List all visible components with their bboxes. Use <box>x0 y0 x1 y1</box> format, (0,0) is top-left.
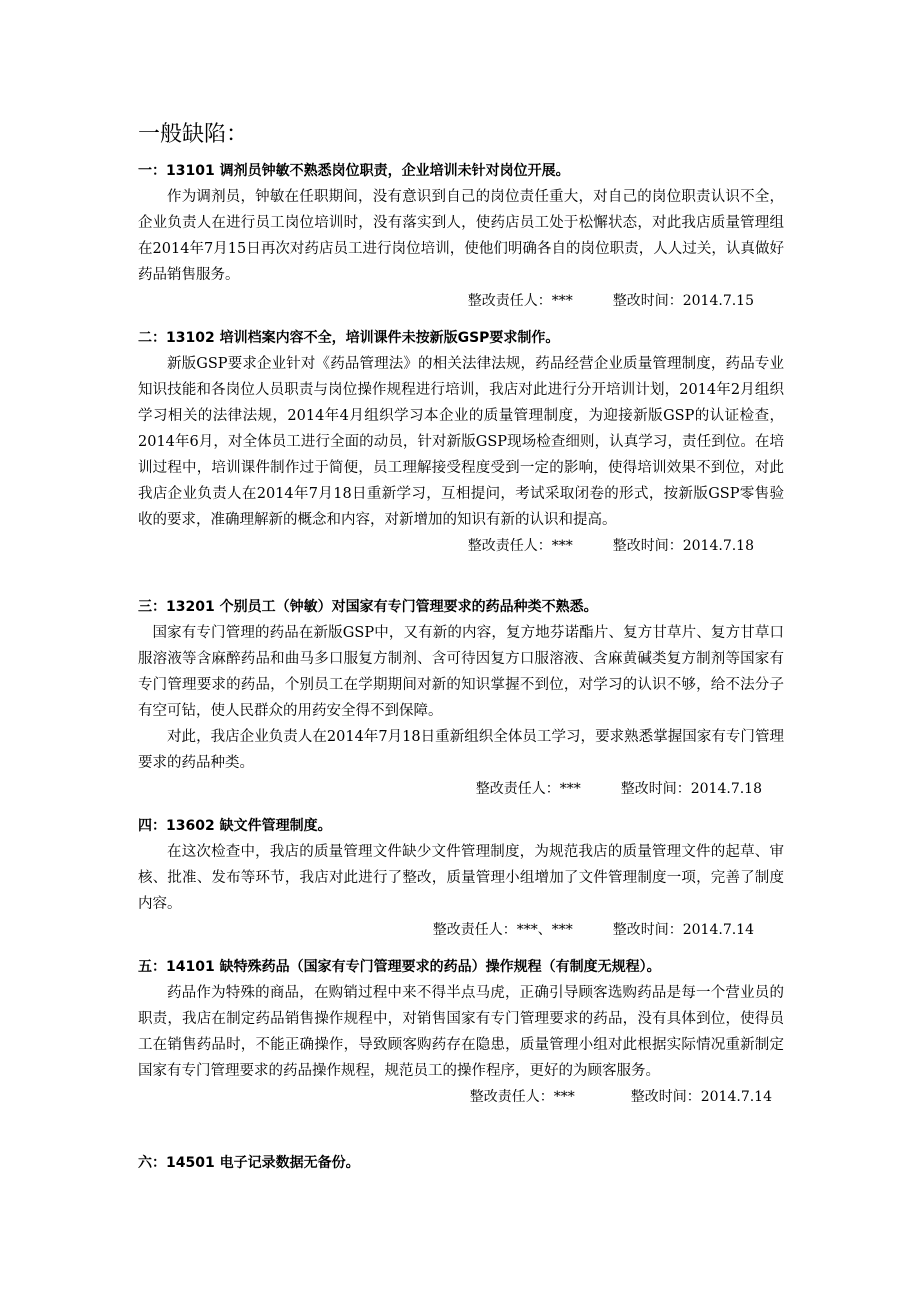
responsible-person: 整改责任人：***、*** <box>432 922 573 938</box>
rectification-date: 整改时间：2014.7.14 <box>630 1089 772 1105</box>
section-heading: 四：13602 缺文件管理制度。 <box>138 818 332 834</box>
section-heading: 二：13102 培训档案内容不全，培训课件未按新版GSP要求制作。 <box>138 330 560 346</box>
section-heading: 六：14501 电子记录数据无备份。 <box>138 1155 360 1171</box>
responsible-person: 整改责任人：*** <box>475 781 581 797</box>
section-paragraph: 对此，我店企业负责人在2014年7月18日重新组织全体员工学习，要求熟悉掌握国家有专门管理要求的药品种类。 <box>138 729 784 771</box>
defect-section-1 <box>138 158 784 314</box>
rectification-line <box>138 533 784 559</box>
rectification-date: 整改时间：2014.7.15 <box>612 293 754 309</box>
section-paragraph: 作为调剂员，钟敏在任职期间，没有意识到自己的岗位责任重大，对自己的岗位职责认识不全，企业负责人在进行员工岗位培训时，没有落实到人，使药店员工处于松懈状态，对此我店质量管理组在2014年7月15日再次对药店员工进行岗位培训，使他们明确各自的岗位职责，人人过关，认真做好药品销售服务。 <box>138 189 784 283</box>
defect-section-6 <box>138 1150 784 1176</box>
section-paragraph: 国家有专门管理的药品在新版GSP中，又有新的内容，复方地芬诺酯片、复方甘草片、复方甘草口服溶液等含麻醉药品和曲马多口服复方制剂、含可待因复方口服溶液、含麻黄碱类复方制剂等国家有专门管理要求的药品，个别员工在学期期间对新的知识掌握不到位，对学习的认识不够，给不法分子有空可钻，使人民群众的用药安全得不到保障。 <box>138 625 784 719</box>
rectification-date: 整改时间：2014.7.14 <box>612 922 754 938</box>
section-paragraph: 新版GSP要求企业针对《药品管理法》的相关法律法规，药品经营企业质量管理制度，药品专业知识技能和各岗位人员职责与岗位操作规程进行培训，我店对此进行分开培训计划，2014年2月组织学习相关的法律法规，2014年4月组织学习本企业的质量管理制度，为迎接新版GSP的认证检查，2014年6月，对全体员工进行全面的动员，针对新版GSP现场检查细则，认真学习，责任到位。在培训过程中，培训课件制作过于简便，员工理解接受程度受到一定的影响，使得培训效果不到位，对此我店企业负责人在2014年7月18日重新学习，互相提问，考试采取闭卷的形式，按新版GSP零售验收的要求，准确理解新的概念和内容，对新增加的知识有新的认识和提高。 <box>138 356 784 528</box>
rectification-line <box>138 288 784 314</box>
rectification-line <box>138 776 784 802</box>
responsible-person: 整改责任人：*** <box>467 293 573 309</box>
section-paragraph: 在这次检查中，我店的质量管理文件缺少文件管理制度，为规范我店的质量管理文件的起草、审核、批准、发布等环节，我店对此进行了整改，质量管理小组增加了文件管理制度一项，完善了制度内容。 <box>138 844 784 912</box>
defect-section-4 <box>138 813 784 943</box>
rectification-line <box>138 1084 784 1110</box>
responsible-person: 整改责任人：*** <box>467 538 573 554</box>
defect-section-5 <box>138 954 784 1110</box>
rectification-date: 整改时间：2014.7.18 <box>620 781 762 797</box>
rectification-date: 整改时间：2014.7.18 <box>612 538 754 554</box>
page-title: 一般缺陷： <box>138 122 249 147</box>
responsible-person: 整改责任人：*** <box>469 1089 575 1105</box>
section-heading: 一：13101 调剂员钟敏不熟悉岗位职责，企业培训未针对岗位开展。 <box>138 163 570 179</box>
section-paragraph: 药品作为特殊的商品，在购销过程中来不得半点马虎，正确引导顾客选购药品是每一个营业员的职责，我店在制定药品销售操作规程中，对销售国家有专门管理要求的药品，没有具体到位，使得员工在销售药品时，不能正确操作，导致顾客购药存在隐患，质量管理小组对此根据实际情况重新制定国家有专门管理要求的药品操作规程，规范员工的操作程序，更好的为顾客服务。 <box>138 985 784 1079</box>
section-heading: 五：14101 缺特殊药品（国家有专门管理要求的药品）操作规程（有制度无规程）。 <box>138 959 661 975</box>
section-heading: 三：13201 个别员工（钟敏）对国家有专门管理要求的药品种类不熟悉。 <box>138 599 598 615</box>
rectification-line <box>138 917 784 943</box>
defect-section-3 <box>138 594 784 802</box>
defect-section-2 <box>138 325 784 559</box>
